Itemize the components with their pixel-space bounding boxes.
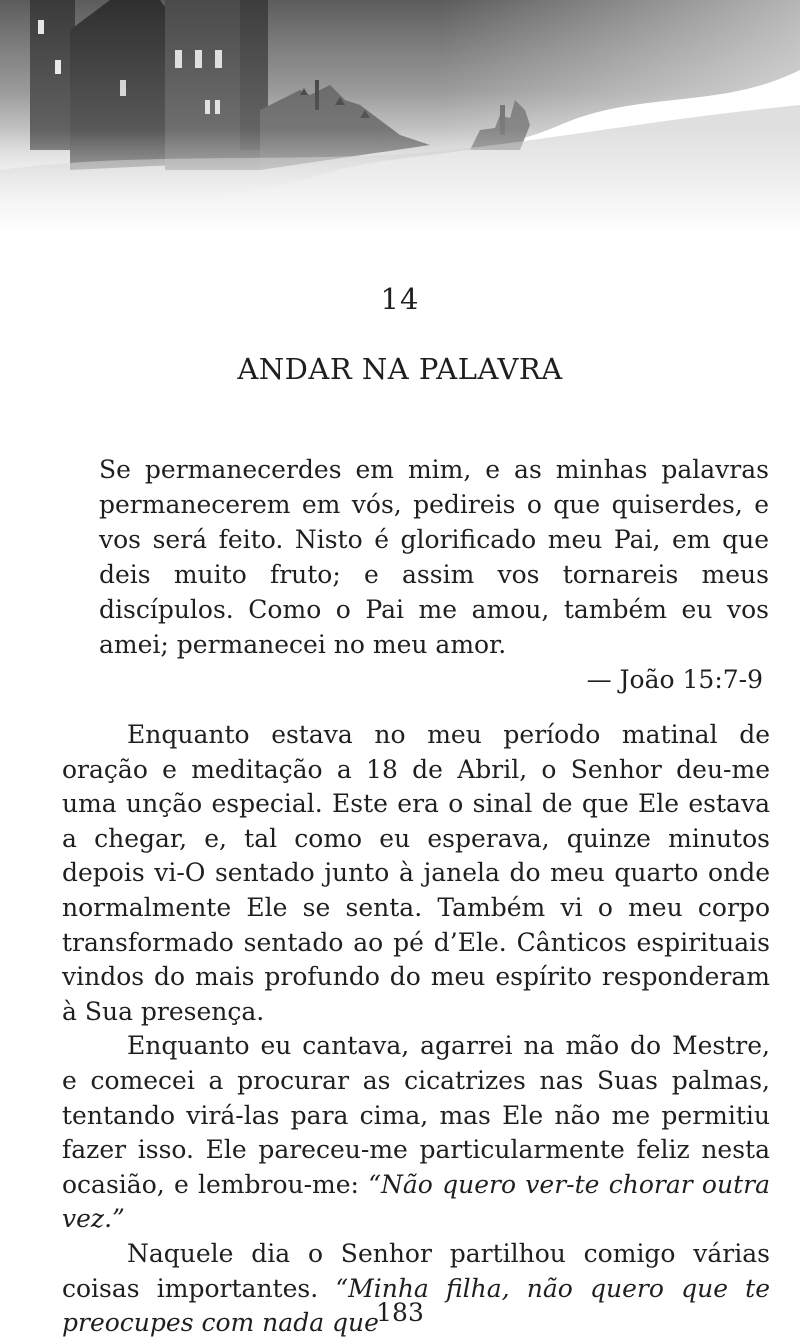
paragraph-3-quote: “Minha filha, não quero que te preocupes com nada que xyxy=(62,1273,770,1338)
epigraph-attribution: — João 15:7-9 xyxy=(586,665,763,694)
epigraph-text: Se permanecerdes em mim, e as minhas palavras permanecerem em vós, pedireis o que quiserdes, e vos será feito. Nisto é glorificado meu Pai, em que deis muito fruto; e assim vos tornareis meus discípulos. Como o Pai me amou, também eu vos amei; permanecei no meu amor. xyxy=(99,455,769,659)
paragraph-3-text: Naquele dia o Senhor partilhou comigo várias coisas importantes. xyxy=(62,1238,770,1303)
paragraph-2 xyxy=(62,1029,770,1237)
paragraph-1: Enquanto estava no meu período matinal de oração e meditação a 18 de Abril, o Senhor deu-me uma unção especial. Este era o sinal de que Ele estava a chegar, e, tal como eu esperava, quinze minutos depois vi-O sentado junto à janela do meu quarto onde normalmente Ele se senta. Também vi o meu corpo transformado sentado ao pé d’Ele. Cânticos espirituais vindos do mais profundo do meu espírito responderam à Sua presença. xyxy=(62,720,770,1026)
chapter-title: ANDAR NA PALAVRA xyxy=(237,352,563,386)
paragraph-2-quote: “Não quero ver-te chorar outra vez.” xyxy=(62,1169,770,1234)
body-text xyxy=(62,718,770,1341)
epigraph xyxy=(99,452,769,697)
paragraph-2-text: Enquanto eu cantava, agarrei na mão do Mestre, e comecei a procurar as cicatrizes nas Suas palmas, tentando virá-las para cima, mas Ele não me permitiu fazer isso. Ele pareceu-me particularmente feliz nesta ocasião, e lembrou-me: xyxy=(62,1031,770,1199)
page-number: 183 xyxy=(376,1298,424,1327)
castle-illustration xyxy=(0,0,800,235)
chapter-number: 14 xyxy=(380,282,420,316)
